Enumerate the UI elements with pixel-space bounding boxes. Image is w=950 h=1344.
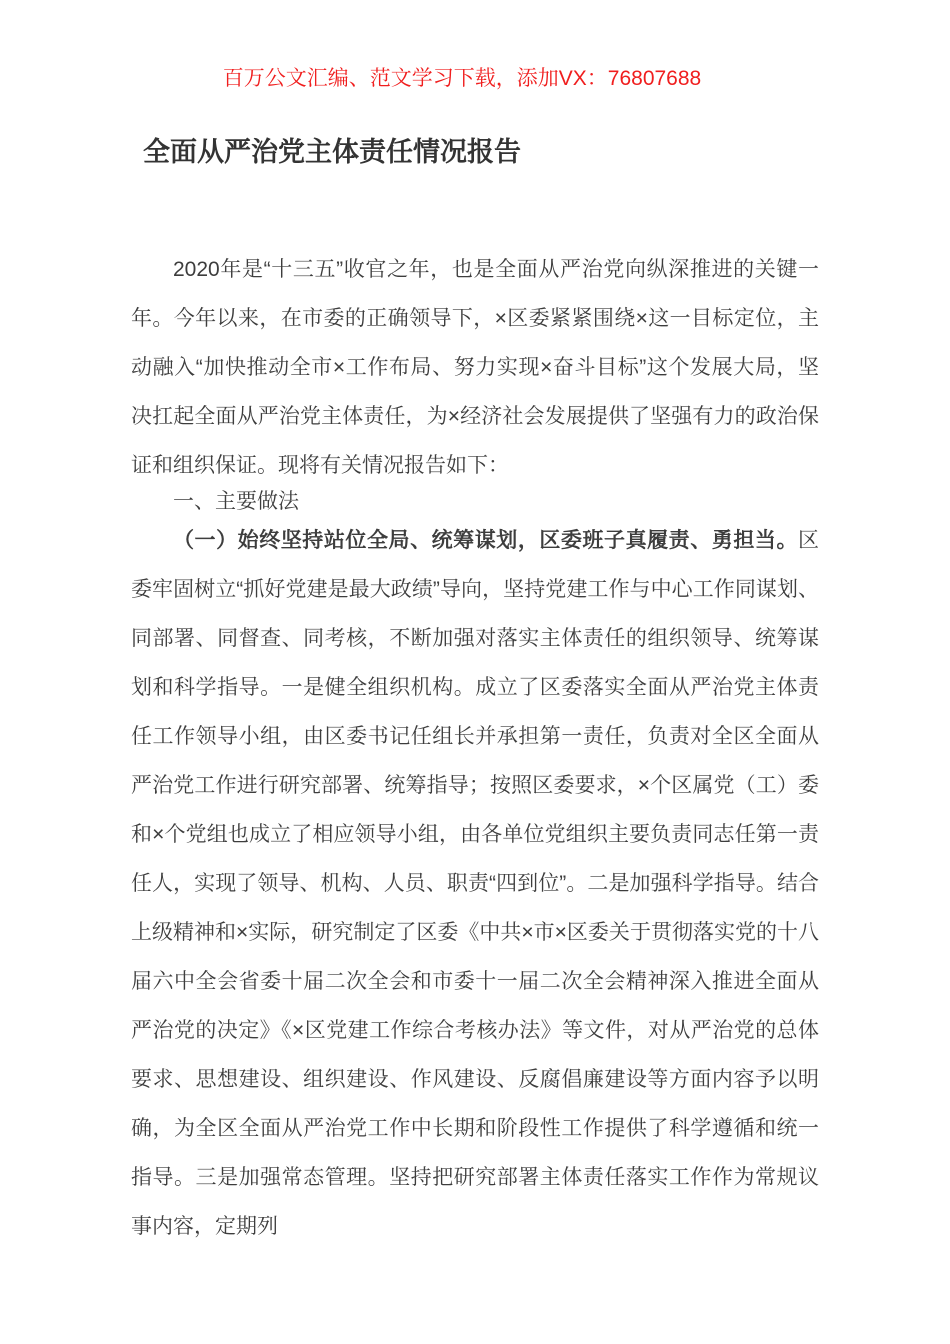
section-heading-main-practices: 一、主要做法 bbox=[173, 490, 299, 513]
doc-title: 全面从严治党主体责任情况报告 bbox=[143, 137, 521, 167]
section1-bold-lead: （一）始终坚持站位全局、统筹谋划，区委班子真履责、勇担当。 bbox=[173, 529, 798, 552]
promo-notice-banner: 百万公文汇编、范文学习下载，添加VX：76807688 bbox=[222, 67, 702, 90]
paragraph-intro: 2020年是“十三五”收官之年，也是全面从严治党向纵深推进的关键一年。今年以来，在市委的正确领导下，×区委紧紧围绕×这一目标定位，主动融入“加快推动全市×工作布局、努力实现×奋斗目标”这个发展大局，坚决扛起全面从严治党主体责任，为×经济社会发展提供了坚强有力的政治保证和组织保证。现将有关情况报告如下： bbox=[131, 258, 819, 477]
paragraph-section1 bbox=[131, 516, 819, 1251]
section1-body-text: 区委牢固树立“抓好党建是最大政绩”导向，坚持党建工作与中心工作同谋划、同部署、同督查、同考核，不断加强对落实主体责任的组织领导、统筹谋划和科学指导。一是健全组织机构。成立了区委落实全面从严治党主体责任工作领导小组，由区委书记任组长并承担第一责任，负责对全区全面从严治党工作进行研究部署、统筹指导；按照区委要求，×个区属党（工）委和×个党组也成立了相应领导小组，由各单位党组织主要负责同志任第一责任人，实现了领导、机构、人员、职责“四到位”。二是加强科学指导。结合上级精神和×实际，研究制定了区委《中共×市×区委关于贯彻落实党的十八届六中全会省委十届二次全会和市委十一届二次全会精神深入推进全面从严治党的决定》《×区党建工作综合考核办法》等文件，对从严治党的总体要求、思想建设、组织建设、作风建设、反腐倡廉建设等方面内容予以明确，为全区全面从严治党工作中长期和阶段性工作提供了科学遵循和统一指导。三是加强常态管理。坚持把研究部署主体责任落实工作作为常规议事内容，定期列 bbox=[131, 529, 819, 1238]
doc-body bbox=[131, 245, 819, 1251]
